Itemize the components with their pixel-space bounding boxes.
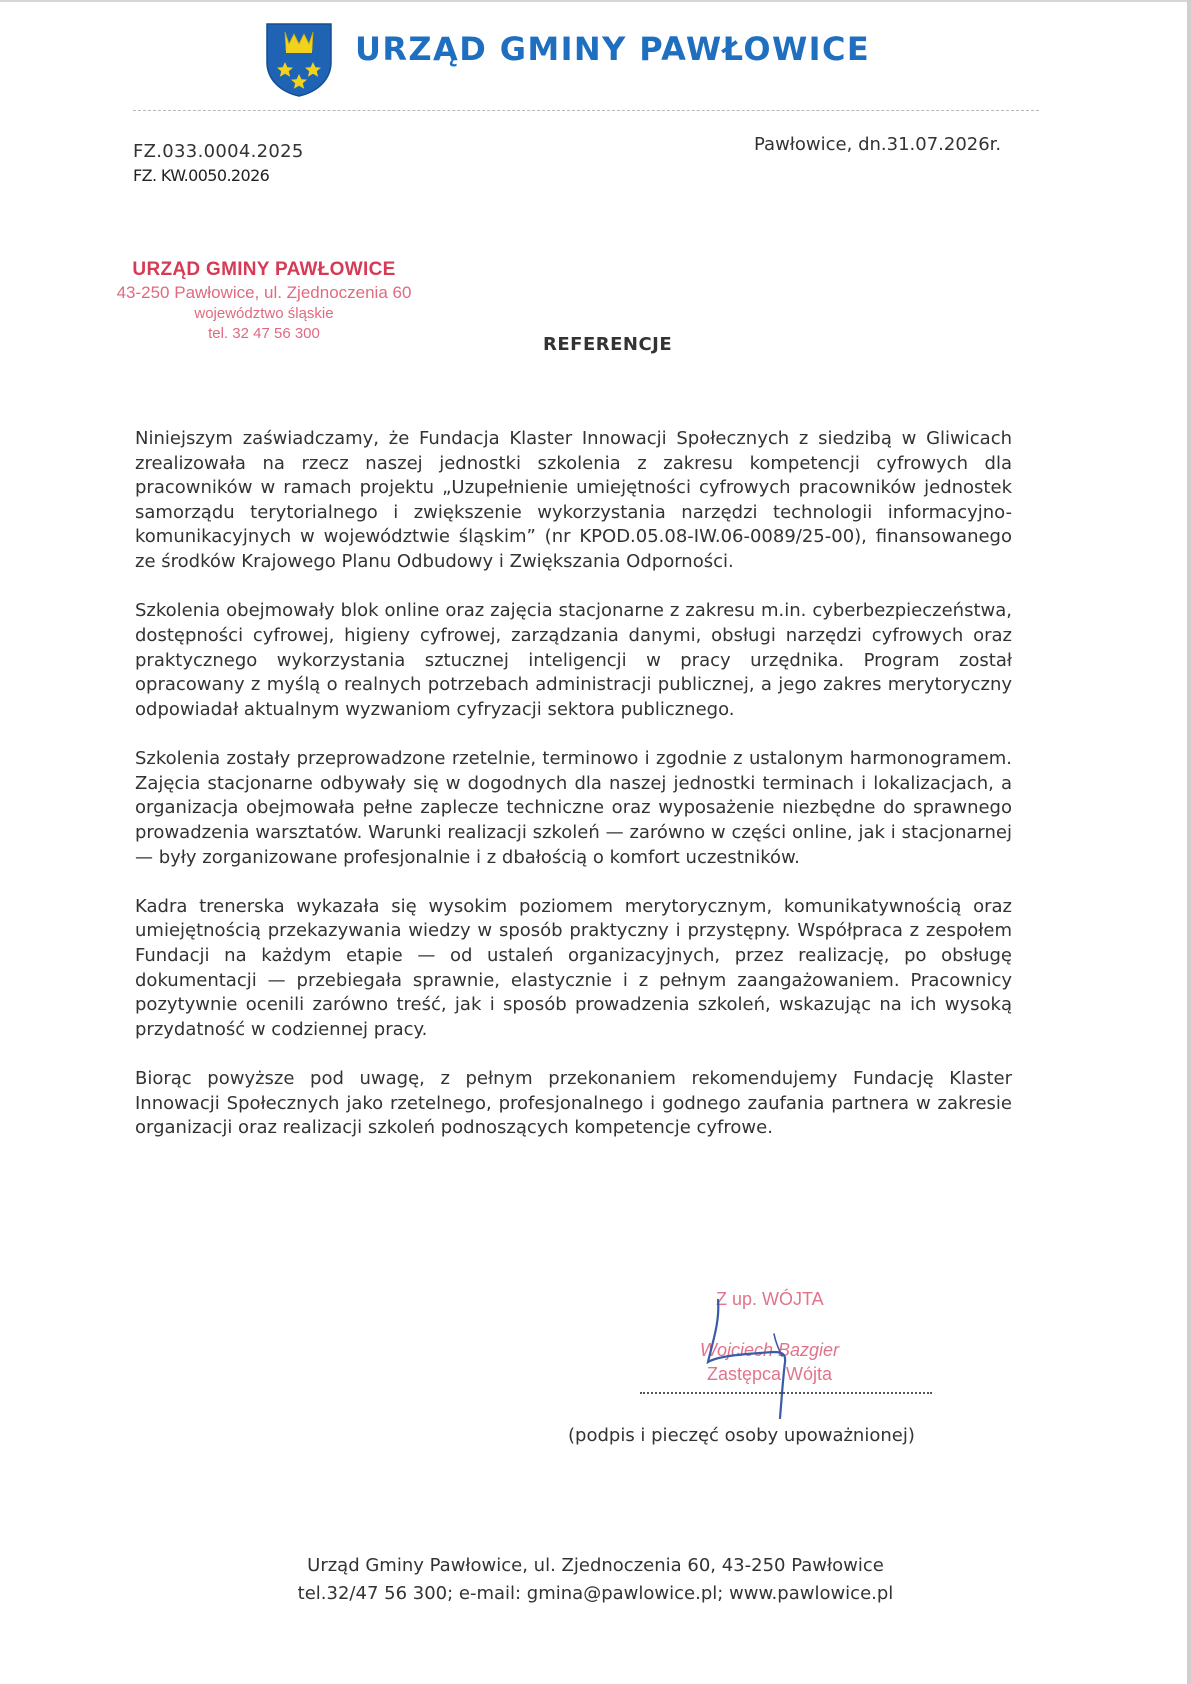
scan-top-edge bbox=[0, 0, 1191, 2]
document-title: REFERENCJE bbox=[543, 334, 673, 355]
letter-body bbox=[135, 427, 1012, 1166]
header-divider bbox=[133, 110, 1039, 111]
signature-stamp-role: Zastępca Wójta bbox=[707, 1364, 833, 1384]
organization-title: URZĄD GMINY PAWŁOWICE bbox=[355, 30, 871, 68]
signature-caption: (podpis i pieczęć osoby upoważnionej) bbox=[568, 1425, 915, 1446]
footer-contact: tel.32/47 56 300; e-mail: gmina@pawlowice.pl; www.pawlowice.pl bbox=[297, 1583, 894, 1604]
body-paragraph: Biorąc powyższe pod uwagę, z pełnym przekonaniem rekomendujemy Fundację Klaster Innowacji Społecznych jako rzetelnego, profesjonalnego i godnego zaufania partnera w zakresie organizacji oraz realizacji szkoleń podnoszących kompetencje cyfrowe. bbox=[135, 1068, 1012, 1139]
body-paragraph: Niniejszym zaświadczamy, że Fundacja Klaster Innowacji Społecznych z siedzibą w Gliwicach zrealizowała na rzecz naszej jednostki szkolenia z zakresu kompetencji cyfrowych dla pracowników w ramach projektu „Uzupełnienie umiejętności cyfrowych pracowników jednostek samorządu terytorialnego i zwiększenie wykorzystania narzędzi technologii informacyjno-komunikacyjnych w województwie śląskim” (nr KPOD.05.08-IW.06-0089/25-00), finansowanego ze środków Krajowego Planu Odbudowy i Zwiększania Odporności. bbox=[135, 428, 1012, 572]
body-paragraph: Szkolenia zostały przeprowadzone rzetelnie, terminowo i zgodnie z ustalonym harmonogramem. Zajęcia stacjonarne odbywały się w dogodnych dla naszej jednostki terminach i lokalizacjach, a organizacja obejmowała pełne zaplecze techniczne oraz wyposażenie niezbędne do sprawnego prowadzenia warsztatów. Warunki realizacji szkoleń — zarówno w części online, jak i stacjonarnej — były zorganizowane profesjonalnie i z dbałością o komfort uczestników. bbox=[135, 748, 1012, 868]
office-stamp bbox=[60, 258, 468, 344]
place-and-date: Pawłowice, dn.31.07.2026r. bbox=[754, 134, 1002, 155]
body-paragraph: Kadra trenerska wykazała się wysokim poziomem merytorycznym, komunikatywnością oraz umiejętnością przekazywania wiedzy w sposób praktyczny i przystępny. Współpraca z zespołem Fundacji na każdym etapie — od ustaleń organizacyjnych, przez realizację, po obsługę dokumentacji — przebiegała sprawnie, elastycznie i z pełnym zaangażowaniem. Pracownicy pozytywnie ocenili zarówno treść, jak i sposób prowadzenia szkoleń, wskazując na ich wysoką przydatność w codziennej pracy. bbox=[135, 895, 1012, 1040]
reference-number-1: FZ.033.0004.2025 bbox=[133, 141, 304, 162]
body-paragraph: Szkolenia obejmowały blok online oraz zajęcia stacjonarne z zakresu m.in. cyberbezpieczeństwa, dostępności cyfrowej, higieny cyfrowej, zarządzania danymi, obsługi narzędzi cyfrowych oraz praktycznego wykorzystania sztucznej inteligencji w pracy urzędnika. Program został opracowany z myślą o realnych potrzebach administracji publicznej, a jego zakres merytoryczny odpowiadał aktualnym wyzwaniom cyfryzacji sektora publicznego. bbox=[135, 600, 1012, 720]
stamp-phone: tel. 32 47 56 300 bbox=[208, 325, 320, 342]
stamp-address: 43-250 Pawłowice, ul. Zjednoczenia 60 bbox=[116, 283, 412, 302]
handwritten-signature bbox=[690, 1282, 860, 1422]
signature-stamp-authority: Z up. WÓJTA bbox=[716, 1289, 824, 1309]
stamp-office-name: URZĄD GMINY PAWŁOWICE bbox=[132, 259, 396, 280]
signature-stamp-name: Wojciech Bazgier bbox=[700, 1340, 840, 1360]
scan-right-edge bbox=[1187, 0, 1191, 1684]
signature-line bbox=[640, 1392, 932, 1394]
reference-number-2: FZ. KW.0050.2026 bbox=[133, 166, 270, 185]
footer-address: Urząd Gminy Pawłowice, ul. Zjednoczenia 60, 43-250 Pawłowice bbox=[307, 1555, 884, 1576]
gmina-coat-of-arms-icon bbox=[265, 22, 333, 98]
stamp-region: województwo śląskie bbox=[194, 305, 334, 322]
